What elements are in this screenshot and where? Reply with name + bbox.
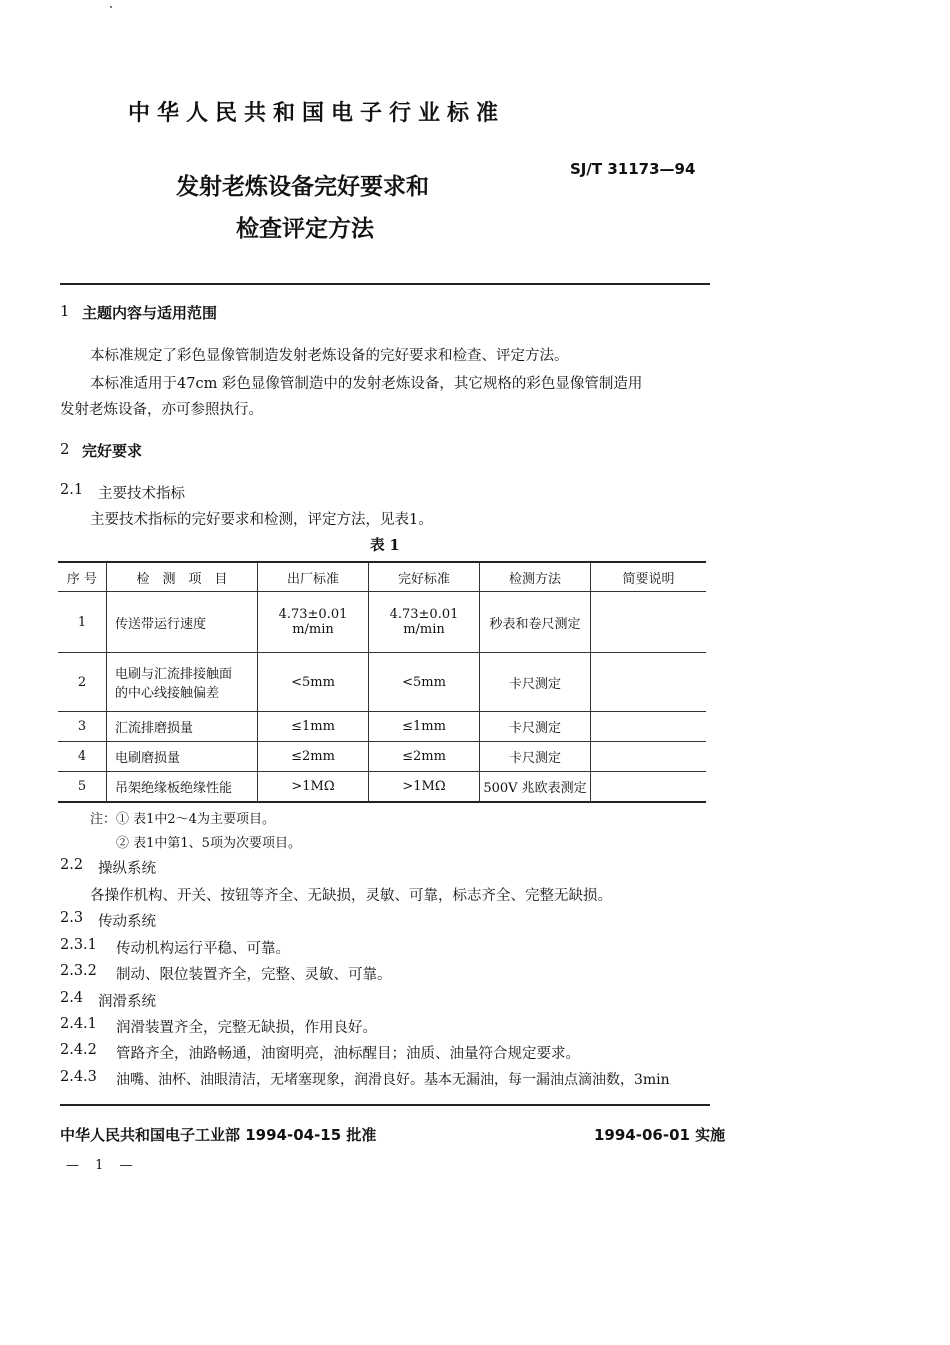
cell-item-line1: 电刷与汇流排接触面 <box>115 667 233 682</box>
cell-method: 500V 兆欧表测定 <box>480 772 591 803</box>
document-code: SJ/T 31173—94 <box>570 160 696 178</box>
section1-heading: 主题内容与适用范围 <box>82 304 218 322</box>
cell-factory: ≤1mm <box>258 712 369 742</box>
cell-note <box>591 742 707 772</box>
table-row <box>58 653 706 712</box>
cell-item: 传送带运行速度 <box>107 592 258 653</box>
standard-category: 中华人民共和国电子行业标准 <box>128 101 506 126</box>
document-title-line1: 发射老炼设备完好要求和 <box>176 174 429 200</box>
cell-item: 汇流排磨损量 <box>107 712 258 742</box>
cell-factory: <5mm <box>258 653 369 712</box>
cell-factory <box>258 592 369 653</box>
section1-para2-line2: 发射老炼设备，亦可参照执行。 <box>60 402 263 418</box>
scan-speck <box>110 6 112 8</box>
table-row <box>58 772 706 803</box>
effective-date: 1994-06-01 实施 <box>594 1126 726 1144</box>
table-header-row <box>58 562 706 592</box>
cell-no: 2 <box>58 653 107 712</box>
cell-factory: ≤2mm <box>258 742 369 772</box>
col-header-good: 完好标准 <box>369 562 480 592</box>
section242-text: 管路齐全，油路畅通，油窗明亮，油标醒目；油质、油量符合规定要求。 <box>116 1046 580 1062</box>
cell-method: 卡尺测定 <box>480 712 591 742</box>
page-number: — 1 — <box>66 1158 139 1173</box>
cell-note <box>591 712 707 742</box>
cell-item <box>107 653 258 712</box>
table-note-1: 注：① 表1中2～4为主要项目。 <box>90 812 275 827</box>
col-header-method: 检测方法 <box>480 562 591 592</box>
table-row <box>58 742 706 772</box>
section24-title: 润滑系统 <box>98 994 156 1010</box>
section21-title: 主要技术指标 <box>98 486 185 502</box>
cell-method: 秒表和卷尺测定 <box>480 592 591 653</box>
section23-number: 2.3 <box>60 910 84 926</box>
col-header-factory: 出厂标准 <box>258 562 369 592</box>
col-header-item: 检 测 项 目 <box>107 562 258 592</box>
section23-title: 传动系统 <box>98 914 156 930</box>
section241-number: 2.4.1 <box>60 1016 97 1032</box>
table-note-2: ② 表1中第1、5项为次要项目。 <box>116 836 301 851</box>
cell-good: ≤1mm <box>369 712 480 742</box>
cell-no: 3 <box>58 712 107 742</box>
section231-number: 2.3.1 <box>60 937 97 953</box>
requirements-table <box>58 561 706 803</box>
cell-no: 1 <box>58 592 107 653</box>
section22-title: 操纵系统 <box>98 861 156 877</box>
cell-item: 电刷磨损量 <box>107 742 258 772</box>
cell-item: 吊架绝缘板绝缘性能 <box>107 772 258 803</box>
cell-no: 4 <box>58 742 107 772</box>
approval-line: 中华人民共和国电子工业部 1994-04-15 批准 <box>60 1126 377 1144</box>
cell-note <box>591 653 707 712</box>
section1-para2-line1: 本标准适用于47cm 彩色显像管制造中的发射老炼设备，其它规格的彩色显像管制造用 <box>90 376 643 392</box>
cell-good-unit: m/min <box>403 622 445 637</box>
section243-number: 2.4.3 <box>60 1069 97 1085</box>
section2-number: 2 <box>60 440 70 458</box>
table-caption: 表 1 <box>370 537 400 554</box>
table-row <box>58 712 706 742</box>
cell-method: 卡尺测定 <box>480 653 591 712</box>
section21-text: 主要技术指标的完好要求和检测，评定方法，见表1。 <box>90 512 433 528</box>
cell-good: <5mm <box>369 653 480 712</box>
table-row <box>58 592 706 653</box>
cell-good: ≤2mm <box>369 742 480 772</box>
col-header-no: 序 号 <box>58 562 107 592</box>
cell-factory-value: 4.73±0.01 <box>278 607 348 622</box>
col-header-note: 简要说明 <box>591 562 707 592</box>
section24-number: 2.4 <box>60 990 84 1006</box>
cell-factory-unit: m/min <box>292 622 334 637</box>
header-divider <box>60 283 710 285</box>
cell-good <box>369 592 480 653</box>
section232-text: 制动、限位装置齐全，完整、灵敏、可靠。 <box>116 967 392 983</box>
section1-number: 1 <box>60 302 70 320</box>
footer-divider <box>60 1104 710 1106</box>
cell-no: 5 <box>58 772 107 803</box>
cell-method: 卡尺测定 <box>480 742 591 772</box>
section231-text: 传动机构运行平稳、可靠。 <box>116 941 290 957</box>
section241-text: 润滑装置齐全，完整无缺损，作用良好。 <box>116 1020 377 1036</box>
section22-text: 各操作机构、开关、按钮等齐全、无缺损，灵敏、可靠，标志齐全、完整无缺损。 <box>90 888 612 904</box>
section2-heading: 完好要求 <box>82 442 143 460</box>
cell-factory: >1MΩ <box>258 772 369 803</box>
cell-good: >1MΩ <box>369 772 480 803</box>
cell-good-value: 4.73±0.01 <box>389 607 459 622</box>
document-title-line2: 检查评定方法 <box>236 216 374 242</box>
section21-number: 2.1 <box>60 482 84 498</box>
section232-number: 2.3.2 <box>60 963 97 979</box>
section1-para1: 本标准规定了彩色显像管制造发射老炼设备的完好要求和检查、评定方法。 <box>90 348 569 364</box>
section22-number: 2.2 <box>60 857 84 873</box>
cell-note <box>591 772 707 803</box>
section242-number: 2.4.2 <box>60 1042 97 1058</box>
section243-text: 油嘴、油杯、油眼清洁，无堵塞现象，润滑良好。基本无漏油，每一漏油点滴油数，3min <box>116 1072 670 1088</box>
cell-item-line2: 的中心线接触偏差 <box>115 686 220 701</box>
cell-note <box>591 592 707 653</box>
